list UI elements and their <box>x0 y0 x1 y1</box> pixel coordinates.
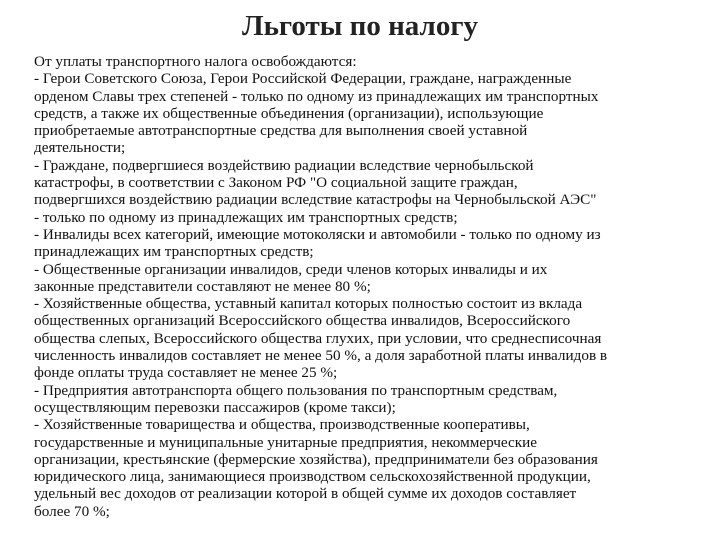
body-text-line: - только по одному из принадлежащих им транспортных средств; <box>34 208 458 226</box>
body-text-line: - Граждане, подвергшиеся воздействию радиации вследствие чернобыльской <box>34 156 534 174</box>
body-text-line: - Предприятия автотранспорта общего пользования по транспортным средствам, <box>34 381 558 399</box>
body-text-line: законные представители составляют не менее 80 %; <box>34 277 371 295</box>
slide-body-text <box>34 53 714 520</box>
body-text-line: подвергшихся воздействию радиации вследствие катастрофы на Чернобыльской АЭС" <box>34 191 597 209</box>
body-text-line: - Общественные организации инвалидов, среди членов которых инвалиды и их <box>34 260 548 278</box>
body-text-line: численность инвалидов составляет не менее 50 %, а доля заработной платы инвалидов в <box>34 347 608 365</box>
body-text-line: осуществляющим перевозки пассажиров (кроме такси); <box>34 398 396 416</box>
body-text-line: фонде оплаты труда составляет не менее 25 %; <box>34 364 338 382</box>
body-text-line: - Хозяйственные товарищества и общества, производственные кооперативы, <box>34 416 530 434</box>
body-text-line: общества слепых, Всероссийского общества глухих, при условии, что среднесписочная <box>34 329 602 347</box>
body-text-line: удельный вес доходов от реализации которой в общей сумме их доходов составляет <box>34 485 577 503</box>
body-text-line: государственные и муниципальные унитарные предприятия, некоммерческие <box>34 433 538 451</box>
body-text-line: катастрофы, в соответствии с Законом РФ "О социальной защите граждан, <box>34 174 518 192</box>
body-text-line: юридического лица, занимающиеся производством сельскохозяйственной продукции, <box>34 468 591 486</box>
body-text-line: - Герои Советского Союза, Герои Российской Федерации, граждане, награжденные <box>34 70 572 88</box>
body-text-line: От уплаты транспортного налога освобождаются: <box>34 53 357 70</box>
body-text-line: принадлежащих им транспортных средств; <box>34 243 314 261</box>
body-text-line: общественных организаций Всероссийского общества инвалидов, Всероссийского <box>34 312 571 330</box>
body-text-line: более 70 %; <box>34 502 110 520</box>
body-text-line: приобретаемые автотранспортные средства для выполнения своей уставной <box>34 122 528 140</box>
body-text-line: средств, а также их общественные объединения (организации), использующие <box>34 104 544 122</box>
body-text-line: - Хозяйственные общества, уставный капитал которых полностью состоит из вклада <box>34 295 583 313</box>
body-text-line: организации, крестьянские (фермерские хозяйства), предприниматели без образования <box>34 450 598 468</box>
body-text-line: орденом Славы трех степеней - только по одному из принадлежащих им транспортных <box>34 87 599 105</box>
slide-title: Льготы по налогу <box>241 10 478 42</box>
body-text-line: деятельности; <box>34 139 126 157</box>
body-text-line: - Инвалиды всех категорий, имеющие мотоколяски и автомобили - только по одному из <box>34 225 601 243</box>
